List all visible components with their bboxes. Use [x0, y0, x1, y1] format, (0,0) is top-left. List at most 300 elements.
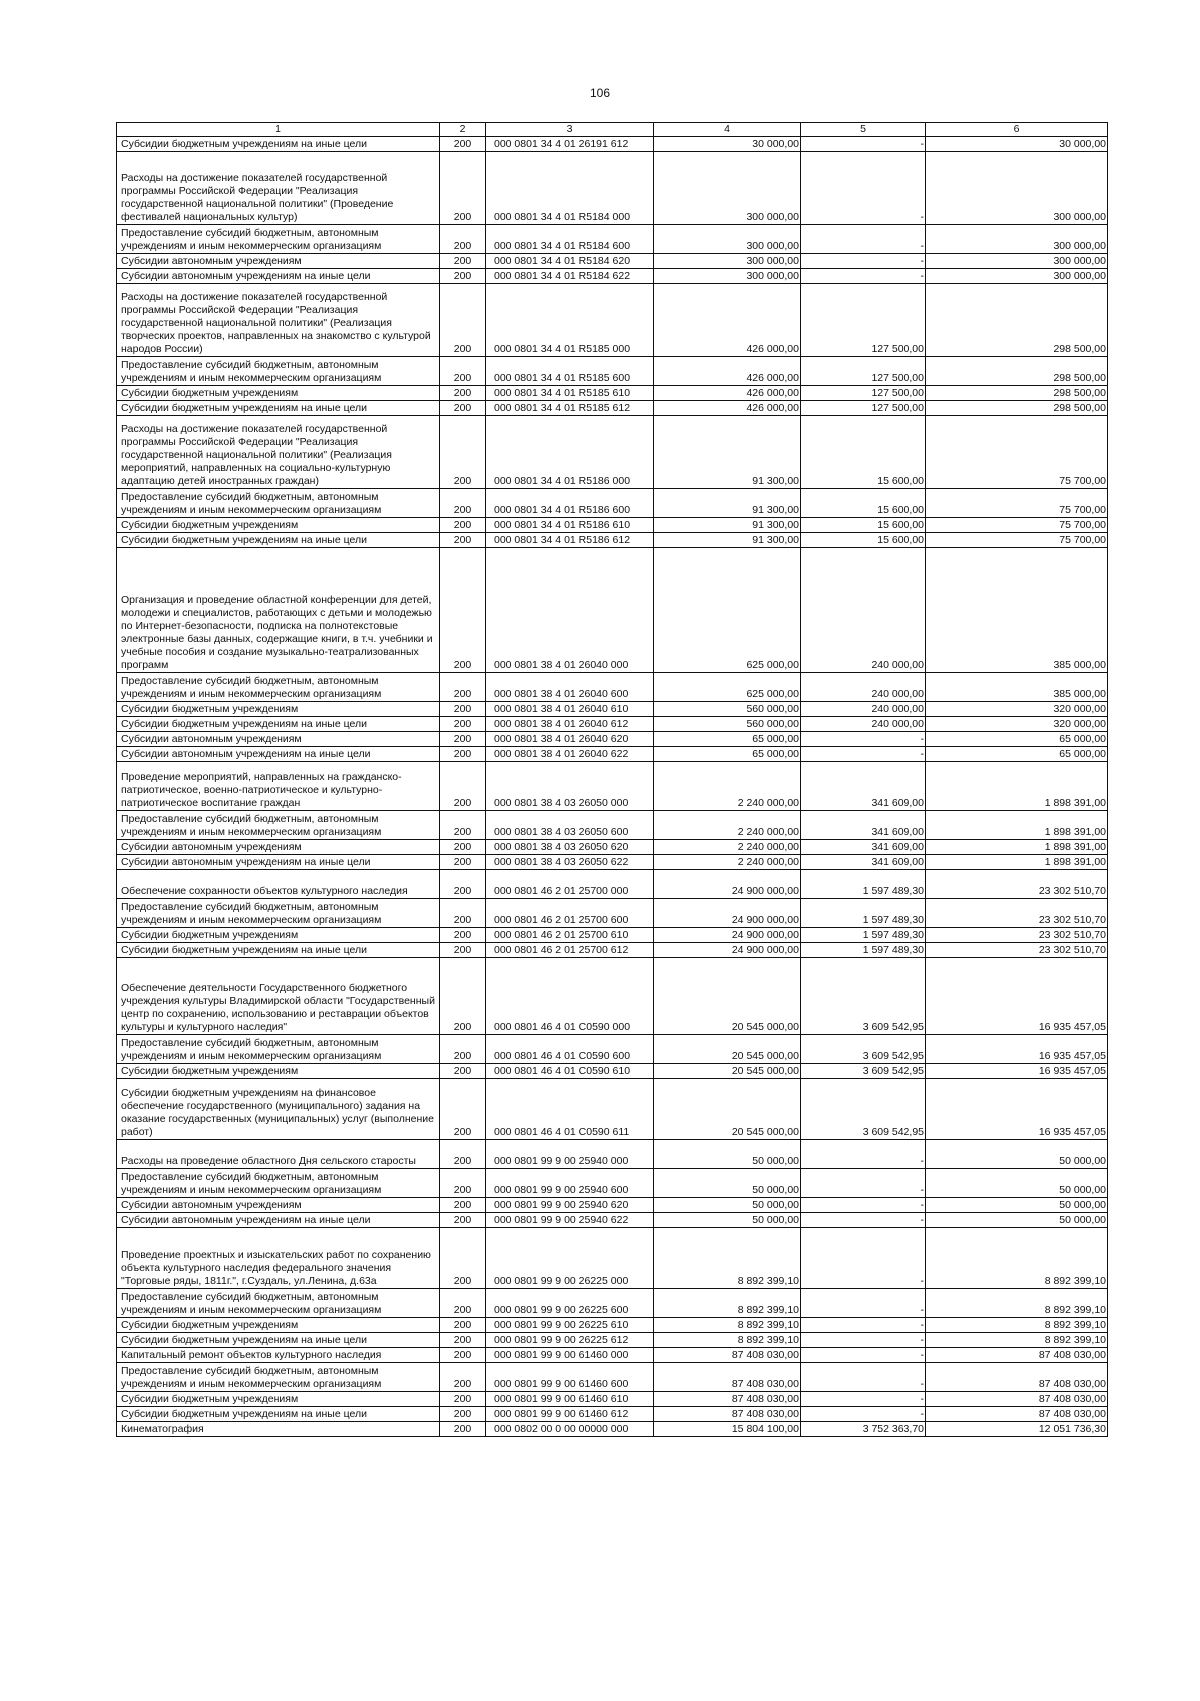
- table-row: [117, 855, 1108, 870]
- section-code-cell: 200: [440, 958, 486, 1035]
- remaining-amount-cell: 298 500,00: [926, 357, 1108, 386]
- remaining-amount-cell: 50 000,00: [926, 1169, 1108, 1198]
- executed-amount-cell: -: [801, 1140, 926, 1169]
- executed-amount-cell: 3 609 542,95: [801, 1079, 926, 1140]
- approved-amount-cell: 300 000,00: [654, 152, 801, 225]
- executed-amount-cell: 15 600,00: [801, 489, 926, 518]
- classification-code-cell: 000 0801 99 9 00 25940 000: [486, 1140, 654, 1169]
- executed-amount-cell: -: [801, 1392, 926, 1407]
- description-cell: Субсидии автономным учреждениям на иные цели: [117, 855, 440, 870]
- remaining-amount-cell: 8 892 399,10: [926, 1333, 1108, 1348]
- approved-amount-cell: 24 900 000,00: [654, 943, 801, 958]
- approved-amount-cell: 560 000,00: [654, 702, 801, 717]
- description-cell: Субсидии бюджетным учреждениям: [117, 1318, 440, 1333]
- approved-amount-cell: 2 240 000,00: [654, 855, 801, 870]
- table-row: [117, 1198, 1108, 1213]
- remaining-amount-cell: 23 302 510,70: [926, 899, 1108, 928]
- approved-amount-cell: 87 408 030,00: [654, 1392, 801, 1407]
- executed-amount-cell: 240 000,00: [801, 702, 926, 717]
- remaining-amount-cell: 65 000,00: [926, 747, 1108, 762]
- column-header: 3: [486, 123, 654, 137]
- remaining-amount-cell: 385 000,00: [926, 673, 1108, 702]
- section-code-cell: 200: [440, 1079, 486, 1140]
- description-cell: Субсидии автономным учреждениям: [117, 732, 440, 747]
- remaining-amount-cell: 8 892 399,10: [926, 1318, 1108, 1333]
- classification-code-cell: 000 0801 34 4 01 R5186 600: [486, 489, 654, 518]
- table-row: [117, 732, 1108, 747]
- section-code-cell: 200: [440, 899, 486, 928]
- table-row: [117, 747, 1108, 762]
- approved-amount-cell: 87 408 030,00: [654, 1348, 801, 1363]
- executed-amount-cell: 15 600,00: [801, 533, 926, 548]
- classification-code-cell: 000 0801 46 4 01 C0590 611: [486, 1079, 654, 1140]
- section-code-cell: 200: [440, 1407, 486, 1422]
- executed-amount-cell: 341 609,00: [801, 811, 926, 840]
- approved-amount-cell: 300 000,00: [654, 225, 801, 254]
- description-cell: Обеспечение сохранности объектов культурного наследия: [117, 870, 440, 899]
- approved-amount-cell: 2 240 000,00: [654, 762, 801, 811]
- approved-amount-cell: 625 000,00: [654, 548, 801, 673]
- section-code-cell: 200: [440, 1422, 486, 1437]
- section-code-cell: 200: [440, 943, 486, 958]
- remaining-amount-cell: 298 500,00: [926, 284, 1108, 357]
- description-cell: Кинематография: [117, 1422, 440, 1437]
- table-row: [117, 702, 1108, 717]
- approved-amount-cell: 2 240 000,00: [654, 811, 801, 840]
- table-row: [117, 1289, 1108, 1318]
- section-code-cell: 200: [440, 1169, 486, 1198]
- description-cell: Предоставление субсидий бюджетным, автономным учреждениям и иным некоммерческим организациям: [117, 225, 440, 254]
- page-number: 106: [589, 86, 611, 100]
- description-cell: Субсидии бюджетным учреждениям: [117, 928, 440, 943]
- classification-code-cell: 000 0801 38 4 01 26040 620: [486, 732, 654, 747]
- remaining-amount-cell: 75 700,00: [926, 489, 1108, 518]
- remaining-amount-cell: 320 000,00: [926, 702, 1108, 717]
- classification-code-cell: 000 0801 34 4 01 R5185 000: [486, 284, 654, 357]
- approved-amount-cell: 91 300,00: [654, 518, 801, 533]
- approved-amount-cell: 8 892 399,10: [654, 1228, 801, 1289]
- description-cell: Субсидии автономным учреждениям: [117, 254, 440, 269]
- executed-amount-cell: -: [801, 137, 926, 152]
- description-cell: Предоставление субсидий бюджетным, автономным учреждениям и иным некоммерческим организациям: [117, 1035, 440, 1064]
- remaining-amount-cell: 16 935 457,05: [926, 1079, 1108, 1140]
- executed-amount-cell: 3 609 542,95: [801, 958, 926, 1035]
- executed-amount-cell: -: [801, 732, 926, 747]
- classification-code-cell: 000 0801 34 4 01 R5184 000: [486, 152, 654, 225]
- table-row: [117, 357, 1108, 386]
- approved-amount-cell: 91 300,00: [654, 533, 801, 548]
- approved-amount-cell: 625 000,00: [654, 673, 801, 702]
- table-row: [117, 717, 1108, 732]
- section-code-cell: 200: [440, 1392, 486, 1407]
- approved-amount-cell: 91 300,00: [654, 489, 801, 518]
- approved-amount-cell: 20 545 000,00: [654, 1079, 801, 1140]
- description-cell: Субсидии бюджетным учреждениям: [117, 1392, 440, 1407]
- section-code-cell: 200: [440, 702, 486, 717]
- description-cell: Предоставление субсидий бюджетным, автономным учреждениям и иным некоммерческим организациям: [117, 357, 440, 386]
- classification-code-cell: 000 0801 99 9 00 25940 622: [486, 1213, 654, 1228]
- executed-amount-cell: 1 597 489,30: [801, 943, 926, 958]
- description-cell: Расходы на достижение показателей государственной программы Российской Федерации "Реализация государственной национальной политики" (Проведение фестивалей национальных культур): [117, 152, 440, 225]
- remaining-amount-cell: 75 700,00: [926, 416, 1108, 489]
- description-cell: Субсидии бюджетным учреждениям на иные цели: [117, 1333, 440, 1348]
- table-row: [117, 386, 1108, 401]
- table-row: [117, 533, 1108, 548]
- section-code-cell: 200: [440, 416, 486, 489]
- approved-amount-cell: 300 000,00: [654, 269, 801, 284]
- classification-code-cell: 000 0801 38 4 03 26050 622: [486, 855, 654, 870]
- table-body: [117, 137, 1108, 1437]
- description-cell: Организация и проведение областной конференции для детей, молодежи и специалистов, работающих с детьми и молодежью по Интернет-безопасности, подписка на полнотекстовые электронные базы данных, содержащие книги, в т.ч. учебники и учебные пособия и создание музыкально-театрализованных программ: [117, 548, 440, 673]
- classification-code-cell: 000 0801 34 4 01 R5184 622: [486, 269, 654, 284]
- classification-code-cell: 000 0801 99 9 00 61460 600: [486, 1363, 654, 1392]
- table-row: [117, 762, 1108, 811]
- executed-amount-cell: 341 609,00: [801, 840, 926, 855]
- description-cell: Предоставление субсидий бюджетным, автономным учреждениям и иным некоммерческим организациям: [117, 1289, 440, 1318]
- table-row: [117, 1169, 1108, 1198]
- description-cell: Субсидии бюджетным учреждениям: [117, 518, 440, 533]
- executed-amount-cell: 127 500,00: [801, 357, 926, 386]
- section-code-cell: 200: [440, 1363, 486, 1392]
- section-code-cell: 200: [440, 386, 486, 401]
- remaining-amount-cell: 23 302 510,70: [926, 943, 1108, 958]
- section-code-cell: 200: [440, 137, 486, 152]
- description-cell: Предоставление субсидий бюджетным, автономным учреждениям и иным некоммерческим организациям: [117, 1169, 440, 1198]
- section-code-cell: 200: [440, 254, 486, 269]
- table-row: [117, 225, 1108, 254]
- section-code-cell: 200: [440, 1140, 486, 1169]
- table-row: [117, 1407, 1108, 1422]
- remaining-amount-cell: 300 000,00: [926, 254, 1108, 269]
- description-cell: Предоставление субсидий бюджетным, автономным учреждениям и иным некоммерческим организациям: [117, 811, 440, 840]
- remaining-amount-cell: 300 000,00: [926, 269, 1108, 284]
- section-code-cell: 200: [440, 732, 486, 747]
- table-row: [117, 1318, 1108, 1333]
- approved-amount-cell: 65 000,00: [654, 732, 801, 747]
- table-row: [117, 1079, 1108, 1140]
- classification-code-cell: 000 0801 99 9 00 26225 600: [486, 1289, 654, 1318]
- column-header: 4: [654, 123, 801, 137]
- classification-code-cell: 000 0801 34 4 01 R5184 620: [486, 254, 654, 269]
- section-code-cell: 200: [440, 1228, 486, 1289]
- description-cell: Проведение проектных и изыскательских работ по сохранению объекта культурного наследия федерального значения "Торговые ряды, 1811г.", г.Суздаль, ул.Ленина, д.63а: [117, 1228, 440, 1289]
- description-cell: Субсидии автономным учреждениям на иные цели: [117, 1213, 440, 1228]
- table-row: [117, 137, 1108, 152]
- remaining-amount-cell: 30 000,00: [926, 137, 1108, 152]
- classification-code-cell: 000 0801 38 4 01 26040 622: [486, 747, 654, 762]
- remaining-amount-cell: 16 935 457,05: [926, 958, 1108, 1035]
- executed-amount-cell: -: [801, 1198, 926, 1213]
- remaining-amount-cell: 50 000,00: [926, 1140, 1108, 1169]
- description-cell: Субсидии бюджетным учреждениям на иные цели: [117, 717, 440, 732]
- approved-amount-cell: 8 892 399,10: [654, 1318, 801, 1333]
- classification-code-cell: 000 0801 38 4 01 26040 600: [486, 673, 654, 702]
- section-code-cell: 200: [440, 1064, 486, 1079]
- approved-amount-cell: 24 900 000,00: [654, 928, 801, 943]
- description-cell: Предоставление субсидий бюджетным, автономным учреждениям и иным некоммерческим организациям: [117, 673, 440, 702]
- table-row: [117, 928, 1108, 943]
- table-row: [117, 489, 1108, 518]
- description-cell: Расходы на достижение показателей государственной программы Российской Федерации "Реализация государственной национальной политики" (Реализация мероприятий, направленных на социально-культурную адаптацию детей иностранных граждан): [117, 416, 440, 489]
- remaining-amount-cell: 300 000,00: [926, 225, 1108, 254]
- section-code-cell: 200: [440, 673, 486, 702]
- section-code-cell: 200: [440, 747, 486, 762]
- table-row: [117, 254, 1108, 269]
- classification-code-cell: 000 0801 34 4 01 R5184 600: [486, 225, 654, 254]
- executed-amount-cell: 341 609,00: [801, 855, 926, 870]
- section-code-cell: 200: [440, 870, 486, 899]
- approved-amount-cell: 300 000,00: [654, 254, 801, 269]
- section-code-cell: 200: [440, 548, 486, 673]
- executed-amount-cell: -: [801, 1348, 926, 1363]
- remaining-amount-cell: 16 935 457,05: [926, 1035, 1108, 1064]
- classification-code-cell: 000 0801 99 9 00 26225 000: [486, 1228, 654, 1289]
- executed-amount-cell: -: [801, 1363, 926, 1392]
- table-row: [117, 1213, 1108, 1228]
- table-row: [117, 1348, 1108, 1363]
- remaining-amount-cell: 65 000,00: [926, 732, 1108, 747]
- approved-amount-cell: 20 545 000,00: [654, 1064, 801, 1079]
- table-row: [117, 1333, 1108, 1348]
- remaining-amount-cell: 1 898 391,00: [926, 762, 1108, 811]
- executed-amount-cell: -: [801, 1228, 926, 1289]
- remaining-amount-cell: 8 892 399,10: [926, 1289, 1108, 1318]
- section-code-cell: 200: [440, 533, 486, 548]
- column-header: 5: [801, 123, 926, 137]
- approved-amount-cell: 560 000,00: [654, 717, 801, 732]
- approved-amount-cell: 24 900 000,00: [654, 870, 801, 899]
- table-row: [117, 1392, 1108, 1407]
- classification-code-cell: 000 0801 38 4 01 26040 612: [486, 717, 654, 732]
- description-cell: Субсидии автономным учреждениям на иные цели: [117, 747, 440, 762]
- approved-amount-cell: 65 000,00: [654, 747, 801, 762]
- description-cell: Капитальный ремонт объектов культурного наследия: [117, 1348, 440, 1363]
- classification-code-cell: 000 0801 99 9 00 26225 612: [486, 1333, 654, 1348]
- classification-code-cell: 000 0801 34 4 01 26191 612: [486, 137, 654, 152]
- table-row: [117, 811, 1108, 840]
- table-row: [117, 269, 1108, 284]
- table-row: [117, 870, 1108, 899]
- classification-code-cell: 000 0801 99 9 00 61460 610: [486, 1392, 654, 1407]
- executed-amount-cell: -: [801, 152, 926, 225]
- classification-code-cell: 000 0801 99 9 00 26225 610: [486, 1318, 654, 1333]
- approved-amount-cell: 87 408 030,00: [654, 1407, 801, 1422]
- section-code-cell: 200: [440, 152, 486, 225]
- classification-code-cell: 000 0801 99 9 00 25940 620: [486, 1198, 654, 1213]
- table-row: [117, 518, 1108, 533]
- executed-amount-cell: -: [801, 1289, 926, 1318]
- remaining-amount-cell: 75 700,00: [926, 533, 1108, 548]
- classification-code-cell: 000 0801 34 4 01 R5186 000: [486, 416, 654, 489]
- approved-amount-cell: 15 804 100,00: [654, 1422, 801, 1437]
- classification-code-cell: 000 0802 00 0 00 00000 000: [486, 1422, 654, 1437]
- section-code-cell: 200: [440, 357, 486, 386]
- executed-amount-cell: 3 609 542,95: [801, 1064, 926, 1079]
- description-cell: Субсидии бюджетным учреждениям: [117, 702, 440, 717]
- description-cell: Проведение мероприятий, направленных на гражданско-патриотическое, военно-патриотическое и культурно-патриотическое воспитание граждан: [117, 762, 440, 811]
- remaining-amount-cell: 75 700,00: [926, 518, 1108, 533]
- classification-code-cell: 000 0801 34 4 01 R5185 610: [486, 386, 654, 401]
- section-code-cell: 200: [440, 1333, 486, 1348]
- classification-code-cell: 000 0801 38 4 03 26050 620: [486, 840, 654, 855]
- section-code-cell: 200: [440, 928, 486, 943]
- section-code-cell: 200: [440, 717, 486, 732]
- approved-amount-cell: 426 000,00: [654, 401, 801, 416]
- column-header: 1: [117, 123, 440, 137]
- section-code-cell: 200: [440, 518, 486, 533]
- approved-amount-cell: 20 545 000,00: [654, 958, 801, 1035]
- classification-code-cell: 000 0801 38 4 03 26050 600: [486, 811, 654, 840]
- classification-code-cell: 000 0801 34 4 01 R5185 612: [486, 401, 654, 416]
- classification-code-cell: 000 0801 46 4 01 C0590 000: [486, 958, 654, 1035]
- remaining-amount-cell: 298 500,00: [926, 401, 1108, 416]
- remaining-amount-cell: 300 000,00: [926, 152, 1108, 225]
- approved-amount-cell: 426 000,00: [654, 386, 801, 401]
- description-cell: Предоставление субсидий бюджетным, автономным учреждениям и иным некоммерческим организациям: [117, 489, 440, 518]
- classification-code-cell: 000 0801 99 9 00 25940 600: [486, 1169, 654, 1198]
- classification-code-cell: 000 0801 38 4 03 26050 000: [486, 762, 654, 811]
- description-cell: Субсидии бюджетным учреждениям: [117, 1064, 440, 1079]
- approved-amount-cell: 8 892 399,10: [654, 1333, 801, 1348]
- approved-amount-cell: 20 545 000,00: [654, 1035, 801, 1064]
- executed-amount-cell: 1 597 489,30: [801, 928, 926, 943]
- executed-amount-cell: -: [801, 1169, 926, 1198]
- description-cell: Субсидии автономным учреждениям на иные цели: [117, 269, 440, 284]
- table-row: [117, 673, 1108, 702]
- approved-amount-cell: 426 000,00: [654, 284, 801, 357]
- table-row: [117, 401, 1108, 416]
- description-cell: Субсидии автономным учреждениям: [117, 1198, 440, 1213]
- executed-amount-cell: 127 500,00: [801, 284, 926, 357]
- description-cell: Предоставление субсидий бюджетным, автономным учреждениям и иным некоммерческим организациям: [117, 1363, 440, 1392]
- executed-amount-cell: -: [801, 225, 926, 254]
- section-code-cell: 200: [440, 1198, 486, 1213]
- executed-amount-cell: 15 600,00: [801, 416, 926, 489]
- classification-code-cell: 000 0801 46 2 01 25700 612: [486, 943, 654, 958]
- table-row: [117, 1363, 1108, 1392]
- budget-table: [116, 122, 1108, 1437]
- section-code-cell: 200: [440, 284, 486, 357]
- description-cell: Субсидии бюджетным учреждениям на иные цели: [117, 533, 440, 548]
- table-row: [117, 1035, 1108, 1064]
- executed-amount-cell: -: [801, 1318, 926, 1333]
- approved-amount-cell: 8 892 399,10: [654, 1289, 801, 1318]
- approved-amount-cell: 24 900 000,00: [654, 899, 801, 928]
- description-cell: Субсидии бюджетным учреждениям на иные цели: [117, 1407, 440, 1422]
- executed-amount-cell: -: [801, 254, 926, 269]
- approved-amount-cell: 30 000,00: [654, 137, 801, 152]
- executed-amount-cell: 1 597 489,30: [801, 899, 926, 928]
- section-code-cell: 200: [440, 269, 486, 284]
- section-code-cell: 200: [440, 1035, 486, 1064]
- remaining-amount-cell: 50 000,00: [926, 1198, 1108, 1213]
- description-cell: Расходы на проведение областного Дня сельского старосты: [117, 1140, 440, 1169]
- remaining-amount-cell: 8 892 399,10: [926, 1228, 1108, 1289]
- approved-amount-cell: 50 000,00: [654, 1198, 801, 1213]
- description-cell: Субсидии автономным учреждениям: [117, 840, 440, 855]
- classification-code-cell: 000 0801 46 4 01 C0590 610: [486, 1064, 654, 1079]
- executed-amount-cell: 1 597 489,30: [801, 870, 926, 899]
- classification-code-cell: 000 0801 34 4 01 R5186 610: [486, 518, 654, 533]
- classification-code-cell: 000 0801 38 4 01 26040 610: [486, 702, 654, 717]
- section-code-cell: 200: [440, 840, 486, 855]
- classification-code-cell: 000 0801 99 9 00 61460 000: [486, 1348, 654, 1363]
- description-cell: Расходы на достижение показателей государственной программы Российской Федерации "Реализация государственной национальной политики" (Реализация творческих проектов, направленных на знакомство с культурой народов России): [117, 284, 440, 357]
- remaining-amount-cell: 50 000,00: [926, 1213, 1108, 1228]
- classification-code-cell: 000 0801 99 9 00 61460 612: [486, 1407, 654, 1422]
- executed-amount-cell: 127 500,00: [801, 386, 926, 401]
- remaining-amount-cell: 1 898 391,00: [926, 855, 1108, 870]
- description-cell: Субсидии бюджетным учреждениям на иные цели: [117, 943, 440, 958]
- executed-amount-cell: 240 000,00: [801, 717, 926, 732]
- approved-amount-cell: 87 408 030,00: [654, 1363, 801, 1392]
- table-row: [117, 958, 1108, 1035]
- classification-code-cell: 000 0801 46 2 01 25700 000: [486, 870, 654, 899]
- table-row: [117, 152, 1108, 225]
- description-cell: Предоставление субсидий бюджетным, автономным учреждениям и иным некоммерческим организациям: [117, 899, 440, 928]
- section-code-cell: 200: [440, 855, 486, 870]
- table-header-row: [117, 123, 1108, 137]
- executed-amount-cell: 240 000,00: [801, 673, 926, 702]
- classification-code-cell: 000 0801 46 2 01 25700 600: [486, 899, 654, 928]
- remaining-amount-cell: 1 898 391,00: [926, 811, 1108, 840]
- remaining-amount-cell: 87 408 030,00: [926, 1363, 1108, 1392]
- executed-amount-cell: -: [801, 1333, 926, 1348]
- approved-amount-cell: 50 000,00: [654, 1140, 801, 1169]
- executed-amount-cell: -: [801, 269, 926, 284]
- column-header: 6: [926, 123, 1108, 137]
- classification-code-cell: 000 0801 34 4 01 R5186 612: [486, 533, 654, 548]
- description-cell: Субсидии бюджетным учреждениям на иные цели: [117, 401, 440, 416]
- remaining-amount-cell: 298 500,00: [926, 386, 1108, 401]
- column-header: 2: [440, 123, 486, 137]
- executed-amount-cell: -: [801, 747, 926, 762]
- remaining-amount-cell: 1 898 391,00: [926, 840, 1108, 855]
- executed-amount-cell: -: [801, 1213, 926, 1228]
- approved-amount-cell: 50 000,00: [654, 1169, 801, 1198]
- classification-code-cell: 000 0801 46 2 01 25700 610: [486, 928, 654, 943]
- table-row: [117, 840, 1108, 855]
- table-row: [117, 1422, 1108, 1437]
- remaining-amount-cell: 23 302 510,70: [926, 870, 1108, 899]
- section-code-cell: 200: [440, 811, 486, 840]
- classification-code-cell: 000 0801 34 4 01 R5185 600: [486, 357, 654, 386]
- table-row: [117, 1228, 1108, 1289]
- remaining-amount-cell: 12 051 736,30: [926, 1422, 1108, 1437]
- remaining-amount-cell: 87 408 030,00: [926, 1348, 1108, 1363]
- remaining-amount-cell: 385 000,00: [926, 548, 1108, 673]
- table-row: [117, 548, 1108, 673]
- executed-amount-cell: -: [801, 1407, 926, 1422]
- classification-code-cell: 000 0801 46 4 01 C0590 600: [486, 1035, 654, 1064]
- approved-amount-cell: 91 300,00: [654, 416, 801, 489]
- section-code-cell: 200: [440, 1348, 486, 1363]
- section-code-cell: 200: [440, 1318, 486, 1333]
- section-code-cell: 200: [440, 1213, 486, 1228]
- table-row: [117, 416, 1108, 489]
- description-cell: Субсидии бюджетным учреждениям на финансовое обеспечение государственного (муниципального) задания на оказание государственных (муниципальных) услуг (выполнение работ): [117, 1079, 440, 1140]
- executed-amount-cell: 240 000,00: [801, 548, 926, 673]
- table-row: [117, 1140, 1108, 1169]
- executed-amount-cell: 3 752 363,70: [801, 1422, 926, 1437]
- table-row: [117, 1064, 1108, 1079]
- table-row: [117, 943, 1108, 958]
- remaining-amount-cell: 87 408 030,00: [926, 1407, 1108, 1422]
- section-code-cell: 200: [440, 225, 486, 254]
- description-cell: Обеспечение деятельности Государственного бюджетного учреждения культуры Владимирской области "Государственный центр по сохранению, использованию и реставрации объектов культуры и культурного наследия": [117, 958, 440, 1035]
- remaining-amount-cell: 23 302 510,70: [926, 928, 1108, 943]
- executed-amount-cell: 341 609,00: [801, 762, 926, 811]
